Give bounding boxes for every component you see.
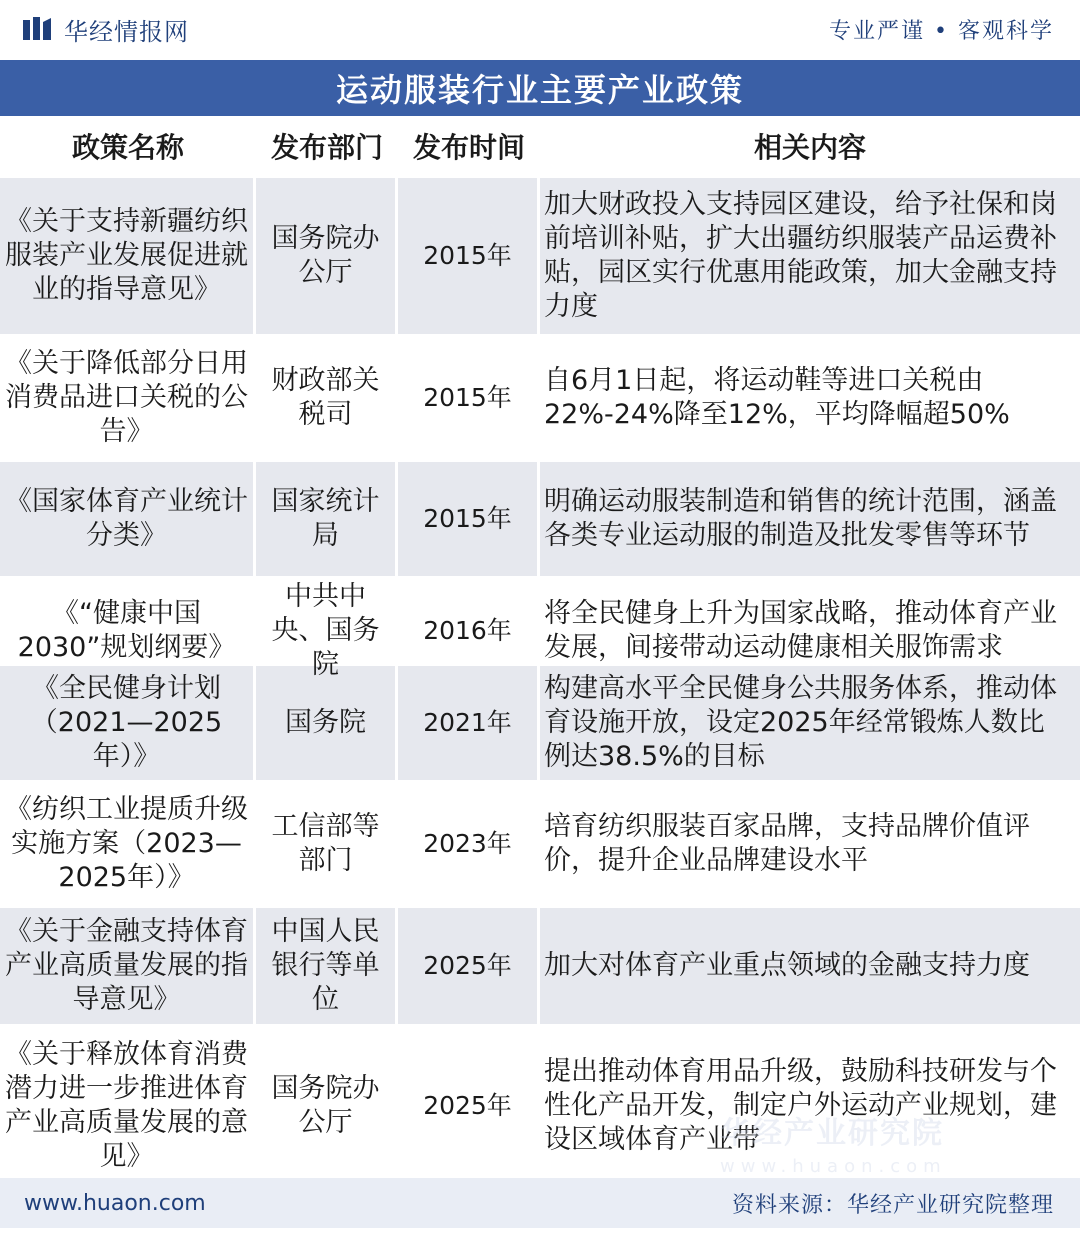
department-cell: 国务院办公厅 <box>256 1028 398 1184</box>
page-title: 运动服装行业主要产业政策 <box>335 71 744 109</box>
date-cell: 2021年 <box>398 666 540 780</box>
content-cell: 培育纺织服装百家品牌，支持品牌价值评价，提升企业品牌建设水平 <box>544 811 1030 876</box>
table-header <box>0 118 1080 174</box>
content-cell: 加大对体育产业重点领域的金融支持力度 <box>544 950 1030 981</box>
column-header-department: 发布部门 <box>270 131 383 164</box>
footer-url: www.huaon.com <box>24 1190 206 1216</box>
department-cell: 工信部等部门 <box>256 784 398 904</box>
top-bar <box>0 0 1080 58</box>
department-cell: 国家统计局 <box>256 462 398 576</box>
department-cell: 国务院办公厅 <box>256 178 398 334</box>
footer-source: 资料来源：华经产业研究院整理 <box>731 1192 1054 1218</box>
date-cell: 2015年 <box>398 338 540 458</box>
policy-name-cell: 《关于金融支持体育产业高质量发展的指导意见》 <box>0 908 256 1024</box>
slogan: 专业严谨 • 客观科学 <box>829 18 1054 44</box>
date-cell: 2025年 <box>398 908 540 1024</box>
department-cell: 中共中央、国务院 <box>256 580 398 682</box>
table-row <box>0 458 1080 576</box>
policy-name-cell: 《关于降低部分日用消费品进口关税的公告》 <box>0 338 256 458</box>
brand <box>22 12 189 47</box>
column-header-date: 发布时间 <box>412 131 525 164</box>
content-cell: 自6月1日起，将运动鞋等进口关税由22%-24%降至12%，平均降幅超50% <box>544 365 1010 430</box>
table-row <box>0 904 1080 1024</box>
content-cell: 将全民健身上升为国家战略，推动体育产业发展，间接带动运动健康相关服饰需求 <box>544 598 1057 663</box>
date-cell: 2015年 <box>398 462 540 576</box>
footer <box>0 1178 1080 1228</box>
title-bar <box>0 60 1080 116</box>
watermark-url: www.huaon.com <box>720 1156 947 1177</box>
policy-name-cell: 《国家体育产业统计分类》 <box>0 462 256 576</box>
content-cell: 提出推动体育用品升级，鼓励科技研发与个性化产品开发，制定户外运动产业规划，建设区域体育产业带 <box>544 1056 1057 1155</box>
department-cell: 财政部关税司 <box>256 338 398 458</box>
date-cell: 2015年 <box>398 178 540 334</box>
bar-logo-icon <box>22 16 52 42</box>
department-cell: 国务院 <box>256 666 398 780</box>
table-row <box>0 780 1080 904</box>
policy-name-cell: 《“健康中国2030”规划纲要》 <box>0 580 256 682</box>
column-header-content: 相关内容 <box>753 131 866 164</box>
table-row <box>0 1024 1080 1184</box>
content-cell: 构建高水平全民健身公共服务体系，推动体育设施开放，设定2025年经常锻炼人数比例达38.5%的目标 <box>544 673 1057 772</box>
table-row <box>0 662 1080 780</box>
table-row <box>0 576 1080 680</box>
policy-table <box>0 118 1080 1184</box>
table-row <box>0 174 1080 334</box>
policy-name-cell: 《关于支持新疆纺织服装产业发展促进就业的指导意见》 <box>0 178 256 334</box>
policy-name-cell: 《纺织工业提质升级实施方案（2023—2025年）》 <box>0 784 256 904</box>
department-cell: 中国人民银行等单位 <box>256 908 398 1024</box>
content-cell: 加大财政投入支持园区建设，给予社保和岗前培训补贴，扩大出疆纺织服装产品运费补贴，园区实行优惠用能政策，加大金融支持力度 <box>544 189 1057 322</box>
date-cell: 2025年 <box>398 1028 540 1184</box>
policy-name-cell: 《全民健身计划（2021—2025年）》 <box>0 666 256 780</box>
content-cell: 明确运动服装制造和销售的统计范围，涵盖各类专业运动服的制造及批发零售等环节 <box>544 486 1057 551</box>
table-row <box>0 334 1080 458</box>
brand-name: 华经情报网 <box>64 17 189 46</box>
date-cell: 2023年 <box>398 784 540 904</box>
watermark-title: 华经产业研究院 <box>720 1116 944 1151</box>
column-header-policy-name: 政策名称 <box>71 131 184 164</box>
policy-name-cell: 《关于释放体育消费潜力进一步推进体育产业高质量发展的意见》 <box>0 1028 256 1184</box>
date-cell: 2016年 <box>398 580 540 682</box>
